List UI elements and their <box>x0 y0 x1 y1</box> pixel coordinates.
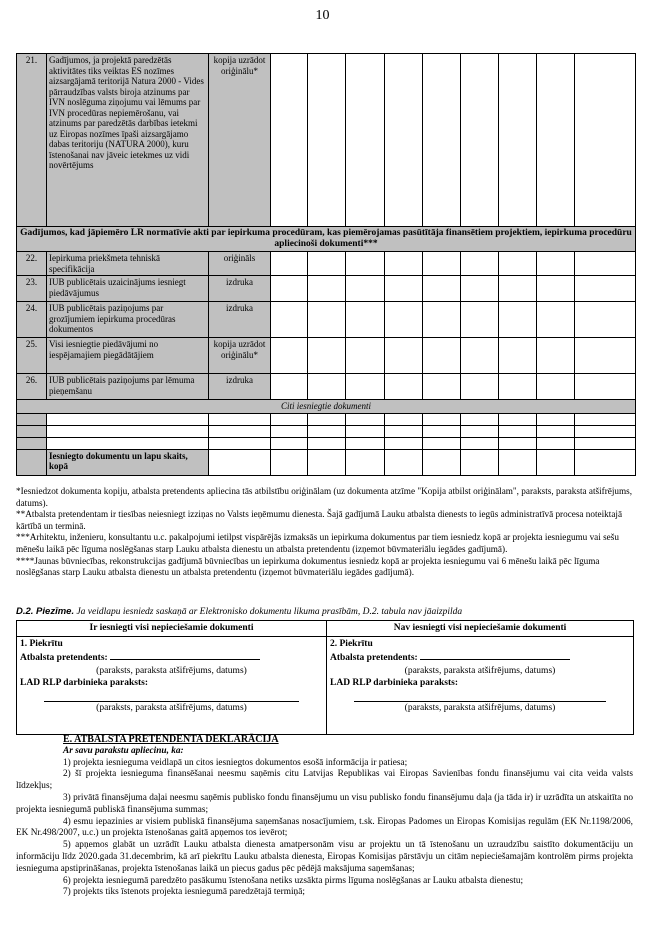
row-doc-type: izdruka <box>209 374 271 400</box>
row-doc-type: kopija uzrādot oriģinālu* <box>209 54 271 227</box>
footnote: ****Jaunas būvniecības, rekonstrukcijas gadījumā būvniecības un iepirkuma dokumentus iesniedz kopā ar projekta iesniegumu vai 6 mēnešu laikā pēc līguma noslēgšanas starp Lauku atbalsta dienestu un atbalsta pretendentu (izņemot būvmateriālu iegādes gadījumā). <box>16 555 600 578</box>
applicant-label: Atbalsta pretendents: <box>330 653 418 663</box>
row-description: Visi iesniegtie piedāvājumi no iespējamajiem piegādātājiem <box>47 338 209 374</box>
declaration-item: 4) esmu iepazinies ar visiem publiskā finansējuma saņemšanas nosacījumiem, t.sk. Eiropas Padomes un Eiropas Komisijas regulām (EK Nr.1198/2006, EK Nr.498/2007, u.c.) un projekta īstenošanas gaitā apņemos tos ievērot; <box>16 816 633 839</box>
declaration-subtitle: Ar savu parakstu apliecinu, ka: <box>63 745 184 756</box>
table-row <box>17 276 636 302</box>
sign-hint: (paraksts, paraksta atšifrējums, datums) <box>96 702 247 713</box>
col2-header: Nav iesniegti visi nepieciešamie dokumenti <box>327 621 634 637</box>
lad-label: LAD RLP darbinieka paraksts: <box>330 678 459 688</box>
declaration-item: 5) apņemos glabāt un uzrādīt Lauku atbalsta dienesta amatpersonām visu ar projektu un tā īstenošanu un uzraudzību saistīto dokumentāciju un informāciju līdz 2020.gada 31.decembrim, kā arī piekrītu Lauku atbalsta dienesta, Eiropas Komisijas pārstāvju un citām nepieciešamajām kontrolēm pirms projekta iesnieguma apstiprināšanas, projekta īstenošanas laikā un piecus gadus pēc pēdējā maksājuma saņemšanas; <box>16 840 633 874</box>
signature-line[interactable] <box>110 650 260 660</box>
row-number: 25. <box>17 338 47 374</box>
declaration-item: 7) projekts tiks īstenots projekta iesniegumā paredzētajā termiņā; <box>63 887 305 898</box>
d2-label: D.2. Piezīme. <box>16 606 75 617</box>
row-doc-type: izdruka <box>209 276 271 302</box>
declaration-item: 1) projekta iesnieguma veidlapā un citos iesniegtos dokumentos esošā informācija ir patiesa; <box>63 757 408 768</box>
footnote: ***Arhitektu, inženieru, konsultantu u.c. pakalpojumi ietilpst vispārējās izmaksās un iepirkuma dokumentus par tiem iesniedz kopā ar projekta iesniegumu vai sešu mēnešu laikā pēc līguma noslēgšanas starp Lauku atbalsta dienestu un atbalsta pretendentu (izņemot būvmateriālu iegādes gadījumā). <box>16 532 619 554</box>
row-number: 22. <box>17 252 47 276</box>
footnotes <box>16 486 633 579</box>
table-row <box>17 374 636 400</box>
applicant-label: Atbalsta pretendents: <box>20 653 108 663</box>
row-number: 23. <box>17 276 47 302</box>
row-description: IUB publicētais uzaicinājums iesniegt piedāvājumus <box>47 276 209 302</box>
table-row <box>17 449 636 475</box>
row-doc-type: izdruka <box>209 302 271 338</box>
signature-line[interactable] <box>44 693 299 702</box>
signature-table <box>16 620 634 735</box>
col1-title: 1. Piekrītu <box>20 638 63 649</box>
d2-note <box>16 606 633 617</box>
table-row <box>17 252 636 276</box>
declaration-item: 3) privātā finansējuma daļai neesmu saņēmis publisko fondu finansējumu un visu publisko fondu finansējumu daļa (ja tāda ir) ir uzrādīta un atskaitīta no projekta iesniegumā publiskā finansējuma summas; <box>16 792 633 815</box>
signature-line[interactable] <box>354 693 606 702</box>
lad-label: LAD RLP darbinieka paraksts: <box>20 678 149 688</box>
table-row <box>17 338 636 374</box>
table-row <box>17 413 636 425</box>
row-doc-type: kopija uzrādot oriģinālu* <box>209 338 271 374</box>
row-number: 24. <box>17 302 47 338</box>
total-label: Iesniegto dokumentu un lapu skaits, kopā <box>47 449 209 475</box>
col2-title: 2. Piekrītu <box>330 638 373 649</box>
row-description: Iepirkuma priekšmeta tehniskā specifikācija <box>47 252 209 276</box>
table-row <box>17 437 636 449</box>
declaration <box>16 734 633 899</box>
col1-header: Ir iesniegti visi nepieciešamie dokumenti <box>17 621 327 637</box>
sign-hint: (paraksts, paraksta atšifrējums, datums) <box>404 702 556 713</box>
row-doc-type: oriģināls <box>209 252 271 276</box>
row-description: IUB publicētais paziņojums par grozījumiem iepirkuma procedūras dokumentos <box>47 302 209 338</box>
footnote: **Atbalsta pretendentam ir tiesības neiesniegt izziņas no Valsts ieņēmumu dienesta. Šajā gadījumā Lauku atbalsta dienests to iegūs administratīvā procesa noteiktajā kārtībā un terminā. <box>16 509 623 531</box>
row-description: Gadījumos, ja projektā paredzētās aktivitātes tiks veiktas ES nozīmes aizsargājamā teritorijā Natura 2000 - Vides pārraudzības valsts biroja atzinums par IVN noslēguma ziņojumu vai lēmums par IVN procedūras nepiemērošanu, vai atzinums par paredzētās darbības ietekmi uz Eiropas nozīmes īpaši aizsargājamo dabas teritoriju (NATURA 2000), kuru īstenošanai nav jāveic ietekmes uz vidi novērtējums <box>47 54 209 227</box>
declaration-item: 2) šī projekta iesnieguma finansēšanai neesmu saņēmis citu Latvijas Republikas vai Eiropas Savienības fondu finansējumu vai cita veida valsts līdzekļus; <box>16 769 633 792</box>
table-row <box>17 302 636 338</box>
row-description: IUB publicētais paziņojums par lēmuma pieņemšanu <box>47 374 209 400</box>
row-number: 26. <box>17 374 47 400</box>
section-header: Gadījumos, kad jāpiemēro LR normatīvie akti par iepirkuma procedūram, kas piemērojamas pasūtītāja finansētiem projektiem, iepirkuma procedūru apliecinoši dokumenti*** <box>17 227 636 252</box>
table-row <box>17 54 636 227</box>
declaration-item: 6) projekta iesniegumā paredzēto pasākumu īstenošana netiks uzsākta pirms līguma noslēgšanas ar Lauku atbalsta dienestu; <box>63 875 524 886</box>
documents-table <box>16 53 636 476</box>
sign-hint: (paraksts, paraksta atšifrējums, datums) <box>404 665 556 676</box>
declaration-title: E. ATBALSTA PRETENDENTA DEKLARĀCIJA <box>63 734 279 745</box>
signature-line[interactable] <box>420 650 570 660</box>
other-documents-header: Citi iesniegtie dokumenti <box>17 400 636 414</box>
page-number: 10 <box>315 8 330 23</box>
sign-hint: (paraksts, paraksta atšifrējums, datums) <box>96 665 247 676</box>
footnote: *Iesniedzot dokumenta kopiju, atbalsta pretendents apliecina tās atbilstību oriģinālam (uz dokumenta atzīme "Kopija atbilst oriģinālam", paraksts, paraksta atšifrējums, datums). <box>16 486 632 508</box>
table-row <box>17 425 636 437</box>
d2-text: Ja veidlapu iesniedz saskaņā ar Elektronisko dokumentu likuma prasībām, D.2. tabula nav jāaizpilda <box>76 607 463 617</box>
row-number: 21. <box>17 54 47 227</box>
